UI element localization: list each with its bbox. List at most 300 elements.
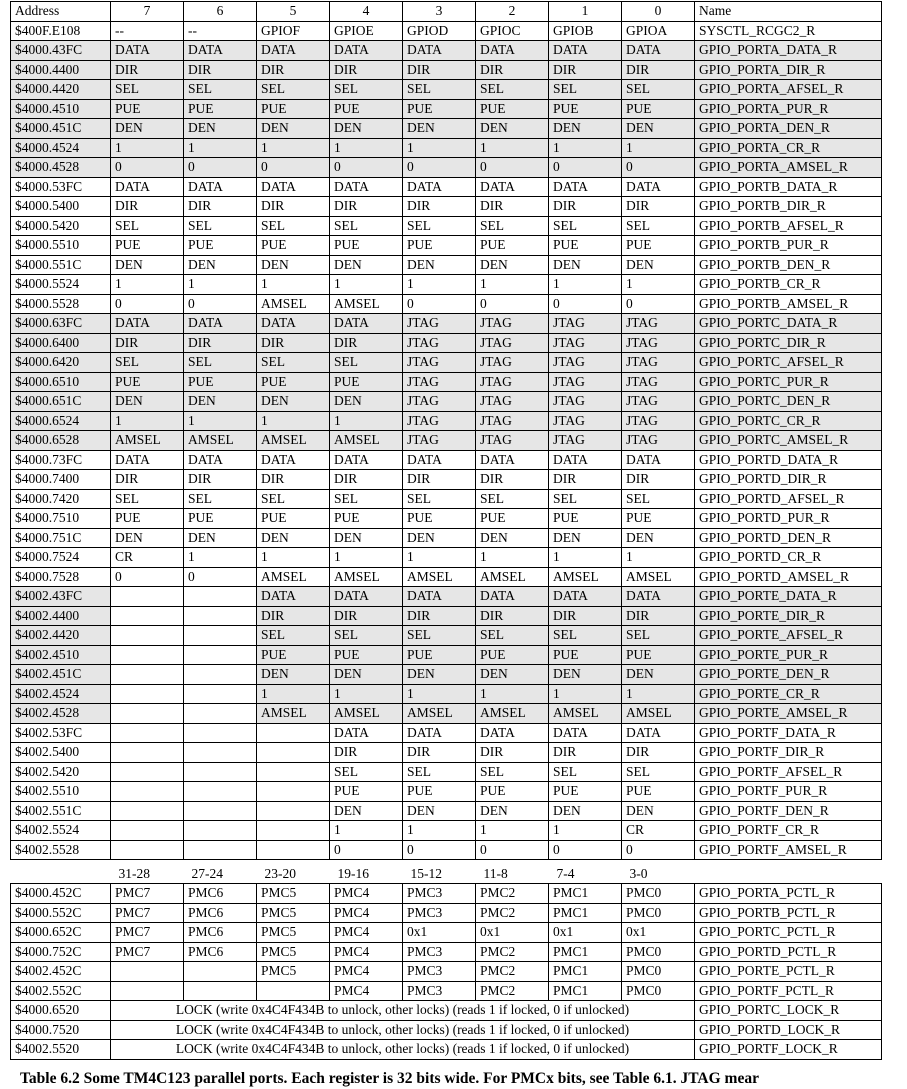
bit-cell: DIR [549,470,622,490]
bit-cell: SEL [184,489,257,509]
pctl-row [11,903,882,923]
register-name: GPIO_PORTA_CR_R [695,138,882,158]
register-address: $4000.6510 [11,372,111,392]
register-row [11,801,882,821]
bit-cell: DEN [111,528,184,548]
bit-cell: DEN [184,119,257,139]
bit-cell: PUE [111,509,184,529]
column-header: Address [11,2,111,22]
bit-cell: DIR [549,197,622,217]
bit-cell: JTAG [403,353,476,373]
bit-cell: DATA [403,177,476,197]
bit-cell: SEL [403,216,476,236]
lock-row [11,1020,882,1040]
register-name: GPIO_PORTB_PUR_R [695,236,882,256]
pctl-header-row [11,865,882,884]
header-spacer [695,865,882,884]
bit-cell: DIR [622,606,695,626]
register-address: $4000.6400 [11,333,111,353]
register-address: $4002.4400 [11,606,111,626]
bit-cell: DIR [184,470,257,490]
pmc-cell: PMC4 [330,942,403,962]
register-name: GPIO_PORTD_DATA_R [695,450,882,470]
register-name: GPIO_PORTE_DEN_R [695,665,882,685]
register-address: $4002.5528 [11,840,111,860]
bit-cell: PUE [622,99,695,119]
register-address: $4000.7524 [11,548,111,568]
bit-cell: DATA [622,41,695,61]
register-address: $4000.4400 [11,60,111,80]
pmc-cell: PMC1 [549,962,622,982]
bit-cell: DATA [257,41,330,61]
bit-cell [111,626,184,646]
register-address: $4000.73FC [11,450,111,470]
bit-cell: SEL [549,626,622,646]
pmc-cell: PMC2 [476,981,549,1001]
bit-cell: 1 [257,138,330,158]
bit-cell: AMSEL [622,567,695,587]
bit-cell: SEL [111,216,184,236]
bit-cell: DIR [257,470,330,490]
bit-cell: 0 [184,567,257,587]
bit-cell: 1 [330,548,403,568]
register-row [11,509,882,529]
pmc-cell [184,962,257,982]
bit-cell: SEL [330,80,403,100]
register-row [11,723,882,743]
register-name: GPIO_PORTF_PUR_R [695,782,882,802]
register-address: $4000.4420 [11,80,111,100]
bit-cell: PUE [111,372,184,392]
register-row [11,684,882,704]
pctl-row [11,942,882,962]
bit-cell [111,743,184,763]
bit-cell: SEL [476,489,549,509]
column-header: 2 [476,2,549,22]
bit-cell: PUE [330,645,403,665]
bit-cell: JTAG [622,372,695,392]
pmc-cell: PMC1 [549,942,622,962]
bit-cell: 1 [476,275,549,295]
pmc-cell: 0x1 [403,923,476,943]
register-address: $4002.43FC [11,587,111,607]
bit-cell: 1 [403,138,476,158]
bit-cell: DEN [403,665,476,685]
register-row [11,528,882,548]
pmc-cell: PMC3 [403,884,476,904]
bit-cell: DIR [476,470,549,490]
bit-cell: DEN [184,392,257,412]
register-address: $4000.5420 [11,216,111,236]
bit-cell: SEL [403,489,476,509]
bit-cell: DATA [549,587,622,607]
bit-cell: DATA [111,314,184,334]
bit-cell: AMSEL [330,704,403,724]
register-row [11,372,882,392]
register-row [11,80,882,100]
register-name: GPIO_PORTE_PCTL_R [695,962,882,982]
bit-cell: DIR [622,197,695,217]
register-name: GPIO_PORTD_DIR_R [695,470,882,490]
bit-cell: DIR [476,60,549,80]
bit-range-header: 19-16 [330,865,403,884]
bit-cell [257,801,330,821]
register-name: GPIO_PORTB_CR_R [695,275,882,295]
register-row [11,177,882,197]
bit-cell: DEN [549,528,622,548]
bit-cell: 1 [257,411,330,431]
bit-cell: SEL [622,626,695,646]
bit-cell: 0 [476,840,549,860]
register-row [11,255,882,275]
bit-cell: DATA [476,41,549,61]
register-row [11,450,882,470]
bit-cell: DEN [622,255,695,275]
register-address: $4000.4524 [11,138,111,158]
bit-cell: DIR [476,606,549,626]
bit-cell: AMSEL [476,567,549,587]
pmc-cell: PMC0 [622,884,695,904]
register-name: GPIO_PORTA_DEN_R [695,119,882,139]
bit-cell [111,840,184,860]
register-name: GPIO_PORTD_CR_R [695,548,882,568]
bit-cell: 1 [184,411,257,431]
bit-cell: 0 [622,294,695,314]
pmc-cell: 0x1 [549,923,622,943]
bit-cell [111,821,184,841]
bit-cell: 1 [330,821,403,841]
bit-cell: 1 [549,821,622,841]
bit-cell: 0 [622,840,695,860]
bit-cell: AMSEL [549,567,622,587]
bit-cell: DATA [476,450,549,470]
bit-cell: PUE [403,782,476,802]
pmc-cell: PMC4 [330,923,403,943]
bit-cell: GPIOD [403,21,476,41]
bit-cell: JTAG [476,353,549,373]
column-header: 6 [184,2,257,22]
bit-cell: DEN [549,665,622,685]
bit-cell: DATA [257,587,330,607]
bit-cell: DATA [549,177,622,197]
bit-cell: DEN [257,528,330,548]
pmc-cell: PMC3 [403,942,476,962]
bit-cell: GPIOA [622,21,695,41]
bit-cell: DEN [330,665,403,685]
bit-cell: PUE [622,236,695,256]
bit-cell: JTAG [403,411,476,431]
bit-cell: DATA [257,314,330,334]
bit-cell: DIR [622,743,695,763]
bit-cell: DEN [403,119,476,139]
bit-cell: PUE [476,645,549,665]
bit-cell: DIR [111,60,184,80]
register-row [11,548,882,568]
bit-cell: DIR [257,197,330,217]
bit-cell: AMSEL [403,704,476,724]
bit-cell: 0 [549,158,622,178]
column-header: 3 [403,2,476,22]
register-address: $4002.551C [11,801,111,821]
bit-cell: DEN [403,801,476,821]
bit-cell: 1 [184,275,257,295]
bit-cell: SEL [257,489,330,509]
bit-cell: PUE [403,645,476,665]
bit-cell [184,723,257,743]
bit-cell: SEL [403,626,476,646]
bit-cell: PUE [330,372,403,392]
bit-cell: DIR [549,743,622,763]
bit-cell: AMSEL [257,704,330,724]
register-name: GPIO_PORTF_CR_R [695,821,882,841]
bit-cell: AMSEL [257,431,330,451]
bit-cell: DATA [549,723,622,743]
bit-cell: DEN [403,255,476,275]
bit-cell: DEN [403,528,476,548]
register-row [11,626,882,646]
register-name: GPIO_PORTD_AFSEL_R [695,489,882,509]
register-row [11,294,882,314]
bit-cell: JTAG [622,353,695,373]
bit-cell: DIR [330,606,403,626]
register-address: $4000.751C [11,528,111,548]
register-address: $4002.5520 [11,1040,111,1060]
column-header: 1 [549,2,622,22]
pmc-cell: PMC2 [476,942,549,962]
bit-cell: AMSEL [622,704,695,724]
bit-cell: DEN [111,119,184,139]
bit-cell: 1 [622,275,695,295]
pmc-cell: PMC4 [330,981,403,1001]
bit-cell: DATA [330,41,403,61]
bit-cell: 1 [403,548,476,568]
bit-cell [111,587,184,607]
bit-cell: PUE [403,509,476,529]
bit-cell: AMSEL [330,567,403,587]
bit-cell: 0 [330,158,403,178]
register-row [11,197,882,217]
register-name: GPIO_PORTA_PUR_R [695,99,882,119]
register-name: GPIO_PORTE_CR_R [695,684,882,704]
bit-cell [111,723,184,743]
bit-cell: 0 [111,294,184,314]
pmc-cell: PMC6 [184,942,257,962]
register-row [11,840,882,860]
bit-cell: JTAG [549,392,622,412]
bit-cell [184,704,257,724]
bit-cell [257,782,330,802]
bit-cell: DEN [330,528,403,548]
register-address: $4002.5510 [11,782,111,802]
bit-cell [111,801,184,821]
bit-cell: JTAG [403,333,476,353]
bit-cell: DEN [549,255,622,275]
bit-cell [184,840,257,860]
register-address: $4002.552C [11,981,111,1001]
register-address: $4000.551C [11,255,111,275]
register-row [11,275,882,295]
bit-cell: SEL [549,216,622,236]
bit-cell: DIR [184,197,257,217]
register-address: $4000.53FC [11,177,111,197]
lock-description: LOCK (write 0x4C4F434B to unlock, other locks) (reads 1 if locked, 0 if unlocked) [111,1001,695,1021]
bit-cell: DIR [330,333,403,353]
bit-range-header: 7-4 [549,865,622,884]
bit-cell: GPIOE [330,21,403,41]
bit-cell [184,606,257,626]
bit-cell: 1 [111,411,184,431]
bit-cell: JTAG [622,411,695,431]
pctl-row [11,981,882,1001]
register-name: GPIO_PORTA_AFSEL_R [695,80,882,100]
bit-cell: 1 [476,548,549,568]
bit-cell: DEN [622,665,695,685]
register-name: GPIO_PORTA_PCTL_R [695,884,882,904]
register-name: GPIO_PORTB_DATA_R [695,177,882,197]
bit-cell: DIR [111,197,184,217]
bit-cell: DATA [330,314,403,334]
bit-cell: JTAG [476,411,549,431]
register-name: GPIO_PORTD_PCTL_R [695,942,882,962]
bit-cell: CR [622,821,695,841]
bit-cell: SEL [622,762,695,782]
bit-cell: PUE [476,509,549,529]
register-address: $4002.5400 [11,743,111,763]
bit-cell: DATA [403,450,476,470]
bit-cell: DEN [257,665,330,685]
bit-range-header: 27-24 [184,865,257,884]
register-name: GPIO_PORTA_DIR_R [695,60,882,80]
bit-cell: SEL [549,762,622,782]
register-name: GPIO_PORTC_DATA_R [695,314,882,334]
bit-cell: DEN [622,528,695,548]
pmc-cell: PMC3 [403,903,476,923]
bit-cell: 1 [549,684,622,704]
bit-cell: 0 [476,294,549,314]
bit-cell: JTAG [549,372,622,392]
register-name: GPIO_PORTF_AMSEL_R [695,840,882,860]
bit-cell: DEN [476,528,549,548]
bit-cell: DATA [549,450,622,470]
bit-cell [184,801,257,821]
bit-cell: DIR [403,197,476,217]
bit-cell: PUE [330,509,403,529]
bit-cell [184,743,257,763]
bit-cell [184,684,257,704]
register-name: GPIO_PORTF_PCTL_R [695,981,882,1001]
bit-cell: DATA [111,41,184,61]
bit-cell: PUE [111,99,184,119]
bit-cell: PUE [184,509,257,529]
pmc-cell: PMC5 [257,962,330,982]
bit-cell [257,723,330,743]
register-name: GPIO_PORTC_PUR_R [695,372,882,392]
register-row [11,41,882,61]
bit-cell: DEN [111,255,184,275]
bit-cell: 0 [549,294,622,314]
pmc-cell: PMC7 [111,942,184,962]
bit-cell: 0 [403,158,476,178]
bit-cell: DATA [622,723,695,743]
bit-cell: 1 [330,138,403,158]
bit-cell: DIR [403,60,476,80]
pmc-cell: 0x1 [476,923,549,943]
bit-range-header: 15-12 [403,865,476,884]
register-row [11,567,882,587]
register-row [11,411,882,431]
pmc-cell [184,981,257,1001]
bit-cell: JTAG [622,333,695,353]
bit-cell: DIR [622,60,695,80]
bit-cell [184,587,257,607]
bit-cell: DEN [184,528,257,548]
bit-range-header: 23-20 [257,865,330,884]
bit-cell: DATA [184,177,257,197]
register-row [11,99,882,119]
register-name: GPIO_PORTE_AMSEL_R [695,704,882,724]
pmc-cell: PMC2 [476,962,549,982]
bit-cell [111,782,184,802]
register-address: $4000.652C [11,923,111,943]
register-name: GPIO_PORTF_DIR_R [695,743,882,763]
bit-cell: 1 [257,275,330,295]
bit-cell: PUE [476,782,549,802]
register-address: $4000.43FC [11,41,111,61]
bit-cell: SEL [257,626,330,646]
bit-cell: JTAG [549,411,622,431]
bit-cell: DATA [476,587,549,607]
lock-description: LOCK (write 0x4C4F434B to unlock, other locks) (reads 1 if locked, 0 if unlocked) [111,1020,695,1040]
bit-cell: PUE [257,645,330,665]
register-name: GPIO_PORTC_LOCK_R [695,1001,882,1021]
pmc-cell: PMC2 [476,903,549,923]
bit-cell: DIR [403,470,476,490]
bit-cell: DEN [330,119,403,139]
bit-cell: 1 [111,275,184,295]
register-name: GPIO_PORTB_DIR_R [695,197,882,217]
bit-cell: SEL [622,216,695,236]
bit-cell: PUE [184,236,257,256]
register-name: GPIO_PORTE_PUR_R [695,645,882,665]
register-name: GPIO_PORTA_DATA_R [695,41,882,61]
bit-cell [111,704,184,724]
bit-cell: JTAG [622,392,695,412]
bit-cell [184,626,257,646]
lock-description: LOCK (write 0x4C4F434B to unlock, other locks) (reads 1 if locked, 0 if unlocked) [111,1040,695,1060]
register-address: $4000.7520 [11,1020,111,1040]
register-address: $4002.452C [11,962,111,982]
register-name: GPIO_PORTB_AFSEL_R [695,216,882,236]
register-address: $4002.4528 [11,704,111,724]
bit-cell [111,665,184,685]
bit-cell: DIR [184,60,257,80]
gpio-register-table [10,1,882,860]
pctl-row [11,884,882,904]
bit-cell: PUE [403,236,476,256]
bit-cell: PUE [184,99,257,119]
bit-cell: SEL [330,762,403,782]
column-header: 5 [257,2,330,22]
bit-cell: SEL [330,353,403,373]
bit-cell: DATA [476,723,549,743]
bit-cell: DATA [330,450,403,470]
register-address: $4000.6528 [11,431,111,451]
bit-cell: 1 [257,684,330,704]
bit-cell: 1 [622,548,695,568]
bit-cell: SEL [476,626,549,646]
bit-cell [184,821,257,841]
bit-cell: AMSEL [330,294,403,314]
